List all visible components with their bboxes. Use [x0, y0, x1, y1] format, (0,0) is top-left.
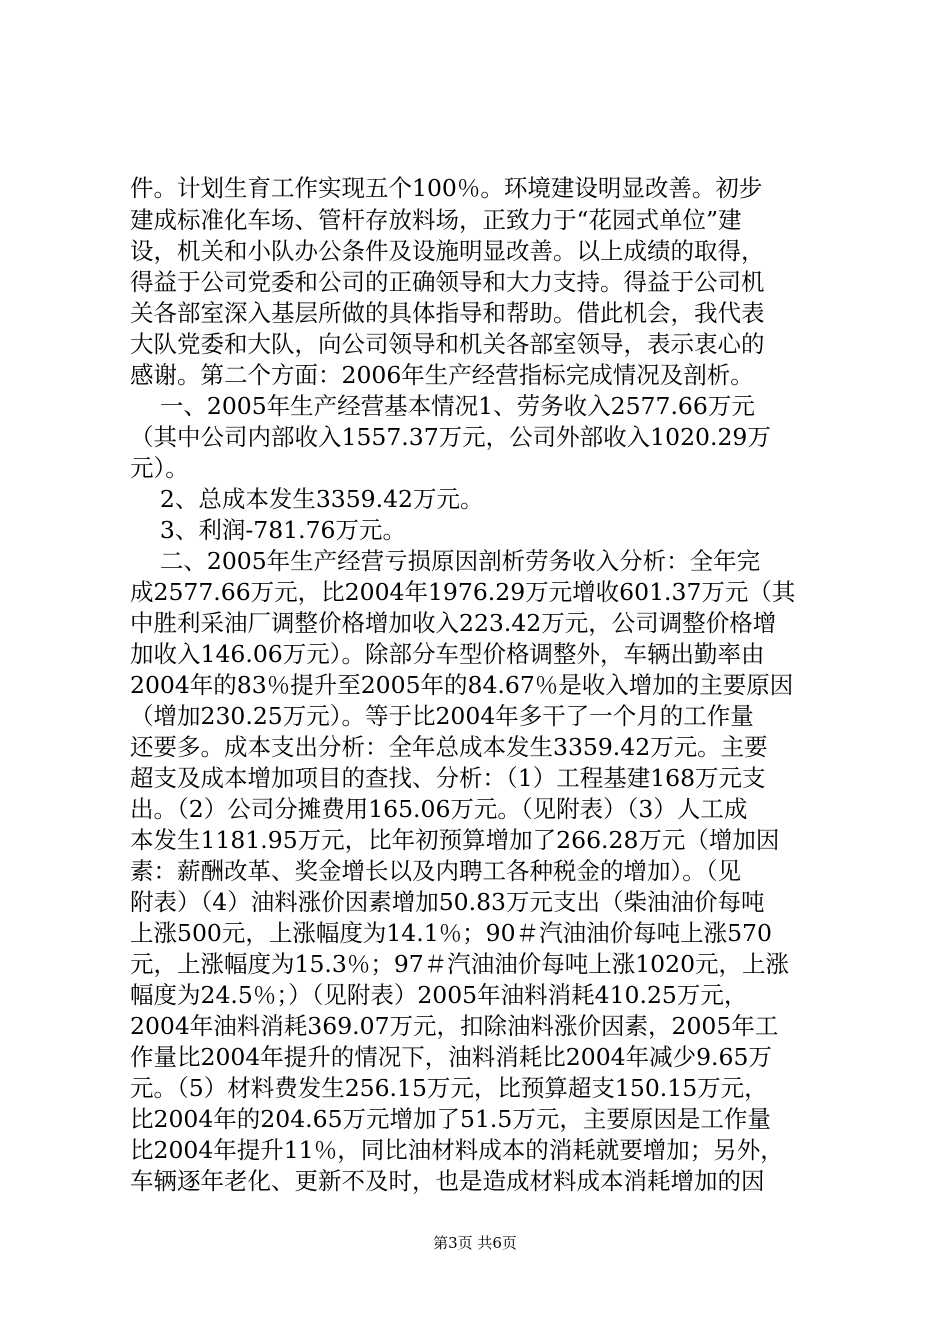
text-line: 还要多。成本支出分析：全年总成本发生3359.42万元。主要	[130, 733, 768, 761]
text-line: 大队党委和大队，向公司领导和机关各部室领导，表示衷心的	[130, 330, 765, 358]
text-line: 车辆逐年老化、更新不及时，也是造成材料成本消耗增加的因	[130, 1167, 765, 1195]
text-line: 成2577.66万元，比2004年1976.29万元增收601.37万元（其	[130, 578, 796, 606]
text-line: 比2004年的204.65万元增加了51.5万元，主要原因是工作量	[130, 1105, 771, 1133]
text-line: 感谢。第二个方面：2006年生产经营指标完成情况及剖析。	[130, 361, 754, 389]
text-line: 附表）（4）油料涨价因素增加50.83万元支出（柴油油价每吨	[130, 888, 765, 916]
text-line: 出。（2）公司分摊费用165.06万元。（见附表）（3）人工成	[130, 795, 748, 823]
text-line: 设，机关和小队办公条件及设施明显改善。以上成绩的取得，	[130, 237, 765, 265]
text-line: 建成标准化车场、管杆存放料场，正致力于“花园式单位”建	[130, 206, 742, 234]
text-line: 中胜利采油厂调整价格增加收入223.42万元，公司调整价格增	[130, 609, 777, 637]
text-line: 超支及成本增加项目的查找、分析：（1）工程基建168万元支	[130, 764, 766, 792]
text-line: （增加230.25万元）。等于比2004年多干了一个月的工作量	[130, 702, 754, 730]
text-line: 作量比2004年提升的情况下，油料消耗比2004年减少9.65万	[130, 1043, 772, 1071]
text-line: 一、2005年生产经营基本情况1、劳务收入2577.66万元	[130, 392, 755, 420]
text-line: 加收入146.06万元）。除部分车型价格调整外，车辆出勤率由	[130, 640, 765, 668]
text-line: 3、利润-781.76万元。	[130, 516, 406, 544]
text-line: 2、总成本发生3359.42万元。	[130, 485, 484, 513]
text-line: 件。计划生育工作实现五个100％。环境建设明显改善。初步	[130, 174, 763, 202]
text-line: 幅度为24.5％；）（见附表）2005年油料消耗410.25万元，	[130, 981, 748, 1009]
text-line: 得益于公司党委和公司的正确领导和大力支持。得益于公司机	[130, 268, 765, 296]
page-footer: 第3页 共6页	[433, 1234, 517, 1252]
text-line: 本发生1181.95万元，比年初预算增加了266.28万元（增加因	[130, 826, 780, 854]
text-line: 关各部室深入基层所做的具体指导和帮助。借此机会，我代表	[130, 299, 765, 327]
text-line: 2004年的83％提升至2005年的84.67％是收入增加的主要原因	[130, 671, 794, 699]
text-line: （其中公司内部收入1557.37万元，公司外部收入1020.29万	[130, 423, 771, 451]
text-line: 比2004年提升11％，同比油材料成本的消耗就要增加；另外，	[130, 1136, 784, 1164]
text-line: 元）。	[130, 454, 189, 482]
text-line: 二、2005年生产经营亏损原因剖析劳务收入分析：全年完	[130, 547, 761, 575]
text-line: 元，上涨幅度为15.3％；97＃汽油油价每吨上涨1020元，上涨	[130, 950, 790, 978]
text-line: 2004年油料消耗369.07万元，扣除油料涨价因素，2005年工	[130, 1012, 779, 1040]
text-line: 上涨500元，上涨幅度为14.1％；90＃汽油油价每吨上涨570	[130, 919, 772, 947]
text-line: 元。（5）材料费发生256.15万元，比预算超支150.15万元，	[130, 1074, 768, 1102]
text-line: 素：薪酬改革、奖金增长以及内聘工各种税金的增加）。（见	[130, 857, 741, 885]
